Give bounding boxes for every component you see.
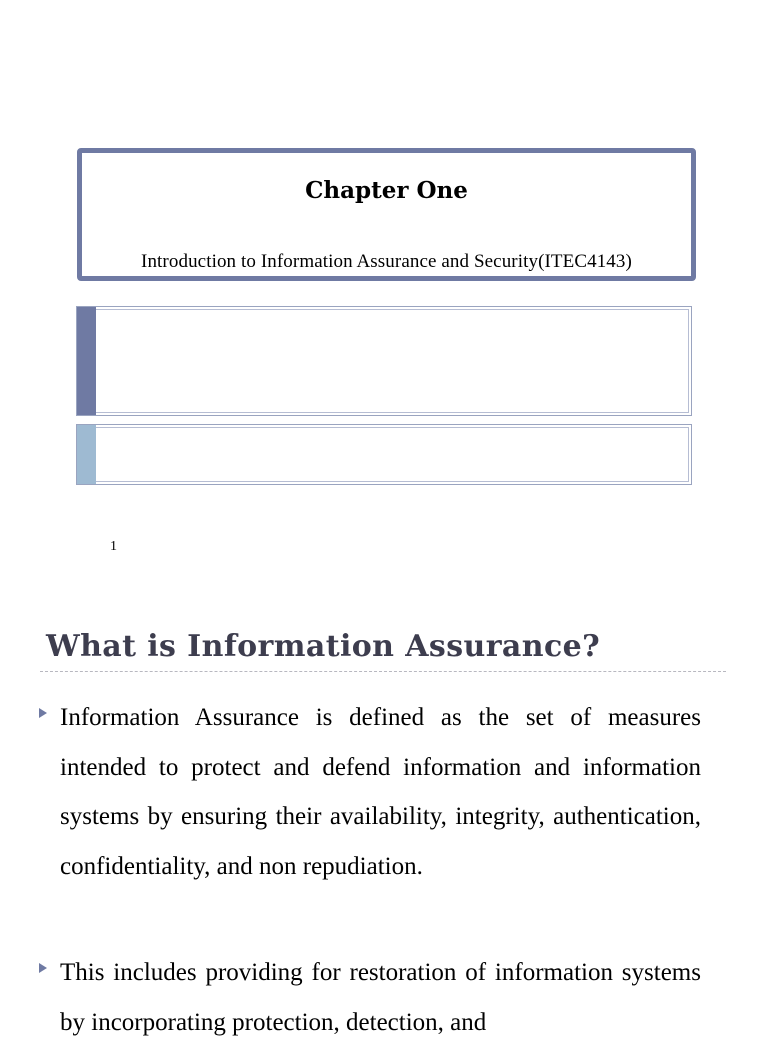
band-inner-border: [79, 427, 689, 482]
slide-number: 1: [110, 539, 117, 554]
decorative-band-top: [76, 306, 692, 416]
band-accent-dark: [77, 307, 96, 415]
heading-divider: [40, 671, 726, 672]
triangle-bullet-icon: [39, 963, 47, 973]
band-accent-light: [77, 425, 96, 484]
title-box: [77, 148, 696, 281]
bullet-text: This includes providing for restoration of information systems by incorporating protection, detection, and: [60, 959, 701, 1036]
triangle-bullet-icon: [39, 708, 47, 718]
bullet-text: Information Assurance is defined as the set of measures intended to protect and defend information and information systems by ensuring their availability, integrity, authentication, confidentiality, and non repudiation.: [60, 704, 701, 880]
band-inner-border: [79, 309, 689, 413]
slide-title: Chapter One: [305, 177, 468, 204]
section-heading: What is Information Assurance?: [46, 629, 601, 664]
decorative-band-bottom: [76, 424, 692, 485]
slide-subtitle: Introduction to Information Assurance and Security(ITEC4143): [141, 251, 632, 272]
